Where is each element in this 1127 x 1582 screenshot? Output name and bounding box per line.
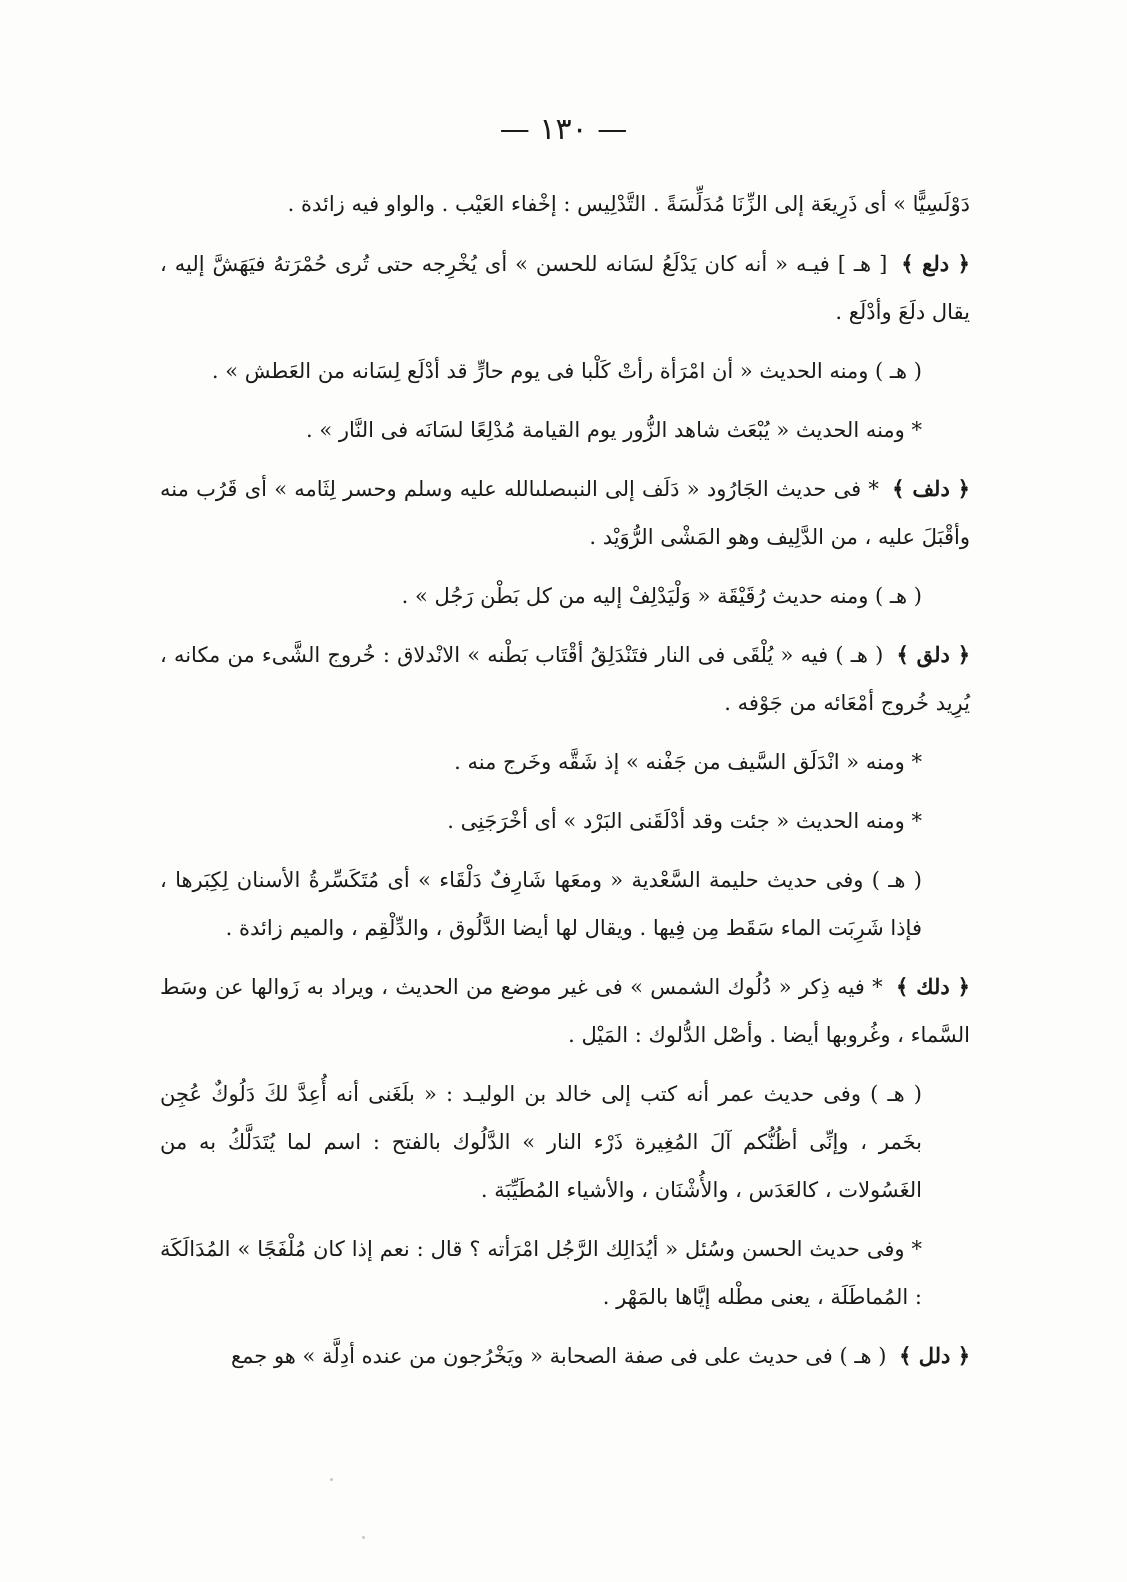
paragraph-text: * ومنه الحديث « يُبْعَث شاهد الزُّور يوم القيامة مُدْلِعًا لسَانَه فى النَّار » .: [306, 418, 922, 442]
paragraph-text: * ومنه الحديث « جئت وقد أدْلَقَنى البَرْد » أى أخْرَجَنِى .: [447, 809, 922, 833]
sub-entry: [160, 856, 970, 952]
paragraph-text: دَوْلَسِيًّا » أى ذَرِيعَة إلى الزِّنَا مُدَلِّسَةً . التَّدْلِيس : إخْفاء العَيْب . والواو فيه زائدة .: [287, 192, 970, 216]
entry-dalaf: [160, 465, 970, 561]
paragraph-text: * فى حديث الجَارُود « دَلَف إلى النبىصلىالله عليه وسلم وحسر لِثَامه » أى قَرُب منه وأقْبَلَ عليه ، من الدَّلِيف وهو المَشْى الرُّوَيْد .: [160, 477, 970, 549]
entry-headword: ﴿ دلك ﴾: [896, 974, 970, 999]
sub-entry: [160, 1070, 970, 1214]
paragraph-text: * ومنه « انْدَلَق السَّيف من جَفْنه » إذ شَقَّه وخَرج منه .: [454, 750, 922, 774]
sub-entry: [160, 406, 970, 454]
paragraph-text: ( هـ ) فى حديث على فى صفة الصحابة « ويَخْرُجون من عنده أدِلَّة » هو جمع: [230, 1344, 887, 1368]
paragraph-text: ( هـ ) وفى حديث عمر أنه كتب إلى خالد بن الوليـد : « بلَغَنى أنه أُعِدَّ لكَ دَلُوكٌ عُجِن بخَمر ، وإنِّى أظُنُّكم آلَ المُغِيرة ذَرْء النار » الدَّلُوك بالفتح : اسم لما يُتَدَلَّكُ به من الغَسُولات ، كالعَدَس ، والأُشْنَان ، والأشياء المُطَيِّبَة .: [160, 1082, 922, 1202]
sub-entry: [160, 1225, 970, 1321]
sub-entry: [160, 738, 970, 786]
paragraph-text: ( هـ ) ومنه حديث رُقَيْقَة « وَلْيَدْلِفْ إليه من كل بَطْن رَجُل » .: [401, 584, 922, 608]
entry-headword: ﴿ دلل ﴾: [899, 1343, 970, 1368]
entry-headword: ﴿ دلع ﴾: [901, 251, 970, 276]
entry-dalaq: [160, 631, 970, 727]
entry-headword: ﴿ دلف ﴾: [892, 476, 970, 501]
paragraph-text: [ هـ ] فيـه « أنه كان يَدْلَعُ لسَانه للحسن » أى يُخْرِجه حتى تُرى حُمْرَتهُ فيَهَشَّ إليه ، يقال دلَعَ وأدْلَع .: [160, 252, 970, 324]
entry-headword: ﴿ دلق ﴾: [896, 642, 971, 667]
paper-speck: [362, 1536, 365, 1539]
page-number: — ١٣٠ —: [499, 112, 628, 147]
paragraph-text: ( هـ ) فيه « يُلْقَى فى النار فتَنْدَلِقُ أقْتَاب بَطْنه » الانْدلاق : خُروج الشَّىء من مكانه ، يُرِيد خُروج أمْعَائه من جَوْفه .: [160, 643, 970, 715]
paragraph-text: ( هـ ) ومنه الحديث « أن امْرَأة رأتْ كَلْبا فى يوم حارٍّ قد أدْلَع لِسَانه من العَطش » .: [211, 359, 922, 383]
entry-dalal: [160, 1332, 970, 1380]
paper-speck: [330, 1478, 333, 1481]
entry-dala: [160, 240, 970, 336]
entry-dalak: [160, 963, 970, 1059]
sub-entry: [160, 572, 970, 620]
sub-entry: [160, 347, 970, 395]
paragraph-continuation: [160, 180, 970, 228]
paragraph-text: * فيه ذِكر « دُلُوك الشمس » فى غير موضع من الحديث ، ويراد به زَوالها عن وسَط السَّماء ، وغُروبها أيضا . وأصْل الدُّلوك : المَيْل .: [160, 975, 970, 1047]
page-body: [160, 180, 970, 1391]
paragraph-text: * وفى حديث الحسن وسُئل « أيُدَالِك الرَّجُل امْرَأته ؟ قال : نعم إذا كان مُلْفَجًا » المُدَالَكَة : المُماطَلَة ، يعنى مطْله إيَّاها بالمَهْر .: [160, 1237, 922, 1309]
paragraph-text: ( هـ ) وفى حديث حليمة السَّعْدية « ومعَها شَارِفٌ دَلْقَاء » أى مُتَكَسِّرةُ الأسنان لِكِبَرها ، فإذا شَرِبَت الماء سَقَط مِن فِيها . ويقال لها أيضا الدَّلُوق ، والدِّلْقِم ، والميم زائدة .: [160, 868, 922, 940]
sub-entry: [160, 797, 970, 845]
